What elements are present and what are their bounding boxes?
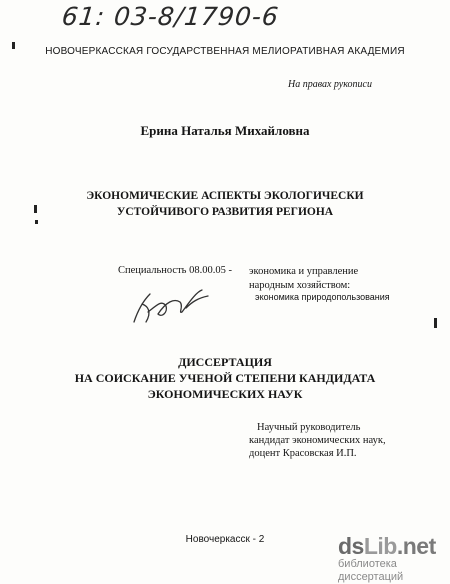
rights-note: На правах рукописи [288,79,372,90]
supervisor-block [249,421,386,460]
specialty-name-line: экономика и управление [249,266,359,277]
specialty-name-line: народным хозяйством: [249,280,351,291]
thesis-title-line: ЭКОНОМИЧЕСКИЕ АСПЕКТЫ ЭКОЛОГИЧЕСКИ [86,190,364,202]
thesis-title-line: УСТОЙЧИВОГО РАЗВИТИЯ РЕГИОНА [116,206,334,218]
dissertation-heading [0,354,450,402]
dissertation-heading-line: НА СОИСКАНИЕ УЧЕНОЙ СТЕПЕНИ КАНДИДАТА [74,371,376,385]
city-year: Новочеркасск - 2 [185,534,265,545]
scan-mark [35,220,38,224]
dslib-logo-lib: Lib [363,533,397,559]
specialty-code: Специальность 08.00.05 - [118,265,232,276]
thesis-title [0,188,450,220]
scan-mark [434,318,437,328]
dslib-subtitle: библиотека диссертаций [338,558,404,583]
handwritten-signature [128,282,218,330]
dslib-watermark [338,534,446,584]
dissertation-heading-line: ДИССЕРТАЦИЯ [178,355,272,369]
archive-stamp: 61: 03-8/1790-6 [60,2,281,31]
dslib-logo-ds: ds [338,533,364,559]
supervisor-name: доцент Красовская И.П. [249,448,357,459]
author-name: Ерина Наталья Михайловна [140,123,310,138]
specialty-subfield: экономика природопользования [255,292,390,302]
dslib-logo-net: .net [396,533,436,559]
academy-name: НОВОЧЕРКАССКАЯ ГОСУДАРСТВЕННАЯ МЕЛИОРАТИВНАЯ АКАДЕМИЯ [45,46,405,57]
supervisor-degree: кандидат экономических наук, [249,435,386,446]
supervisor-role: Научный руководитель [257,422,361,433]
dissertation-heading-line: ЭКОНОМИЧЕСКИХ НАУК [147,387,303,401]
dslib-logo [338,534,446,558]
specialty-name [249,265,358,293]
